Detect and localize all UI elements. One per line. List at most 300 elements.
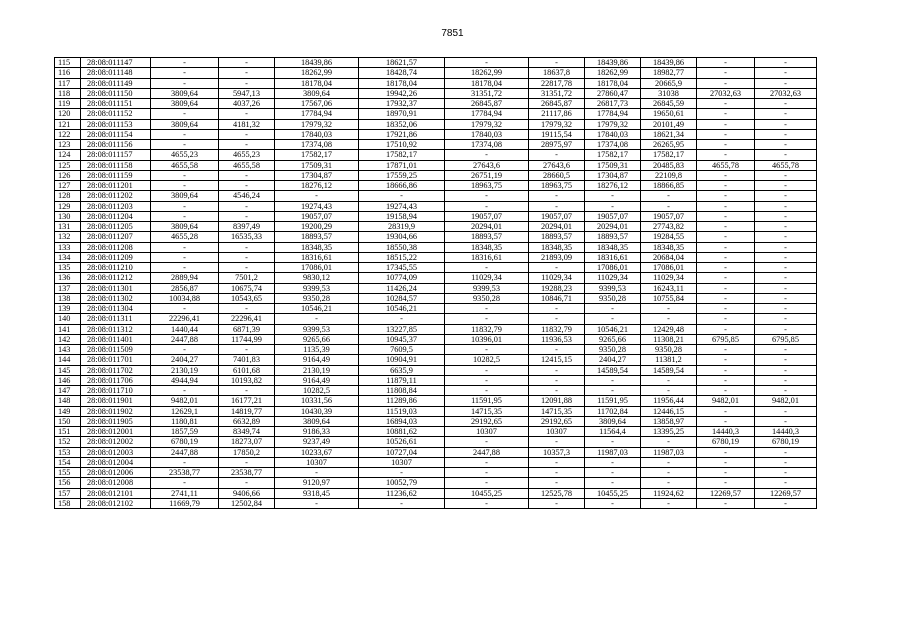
value-cell: 18348,35: [641, 242, 697, 252]
value-cell: 17840,03: [445, 129, 529, 139]
value-cell: 10307: [445, 427, 529, 437]
value-cell: -: [445, 468, 529, 478]
value-cell: 19650,61: [641, 109, 697, 119]
value-cell: 19057,07: [641, 211, 697, 221]
value-cell: -: [585, 457, 641, 467]
value-cell: -: [445, 498, 529, 508]
value-cell: 27643,6: [445, 160, 529, 170]
value-cell: -: [585, 386, 641, 396]
value-cell: 18316,61: [585, 252, 641, 262]
value-cell: 10543,65: [219, 293, 275, 303]
value-cell: -: [219, 386, 275, 396]
value-cell: 20665,9: [641, 78, 697, 88]
value-cell: -: [755, 78, 817, 88]
row-number-cell: 124: [55, 150, 81, 160]
value-cell: 4546,24: [219, 191, 275, 201]
value-cell: 22109,8: [641, 170, 697, 180]
table-row: [55, 447, 817, 457]
value-cell: 17784,94: [585, 109, 641, 119]
value-cell: -: [359, 468, 445, 478]
row-number-cell: 130: [55, 211, 81, 221]
value-cell: 18963,75: [529, 181, 585, 191]
value-cell: 16894,03: [359, 416, 445, 426]
value-cell: -: [359, 191, 445, 201]
value-cell: 17979,32: [529, 119, 585, 129]
value-cell: -: [529, 191, 585, 201]
value-cell: -: [697, 324, 755, 334]
value-cell: 17510,92: [359, 140, 445, 150]
value-cell: -: [697, 191, 755, 201]
table-row: [55, 150, 817, 160]
value-cell: -: [219, 68, 275, 78]
value-cell: 18262,99: [275, 68, 359, 78]
value-cell: 18348,35: [445, 242, 529, 252]
value-cell: -: [275, 191, 359, 201]
value-cell: -: [151, 140, 219, 150]
value-cell: -: [585, 314, 641, 324]
value-cell: 17374,08: [585, 140, 641, 150]
table-row: [55, 140, 817, 150]
value-cell: 19288,23: [529, 283, 585, 293]
table-row: [55, 222, 817, 232]
value-cell: -: [359, 314, 445, 324]
value-cell: 27032,63: [697, 88, 755, 98]
value-cell: -: [755, 252, 817, 262]
table-row: [55, 293, 817, 303]
value-cell: 18637,8: [529, 68, 585, 78]
value-cell: -: [151, 211, 219, 221]
table-row: [55, 468, 817, 478]
value-cell: 14440,3: [755, 427, 817, 437]
value-cell: 11956,44: [641, 396, 697, 406]
value-cell: 17374,08: [275, 140, 359, 150]
value-cell: -: [529, 386, 585, 396]
value-cell: -: [697, 457, 755, 467]
value-cell: -: [755, 324, 817, 334]
value-cell: 18348,35: [275, 242, 359, 252]
value-cell: 2130,19: [275, 365, 359, 375]
row-number-cell: 115: [55, 58, 81, 68]
value-cell: 10455,25: [585, 488, 641, 498]
cadastral-code-cell: 28:08:012006: [81, 468, 151, 478]
value-cell: 31038: [641, 88, 697, 98]
row-number-cell: 120: [55, 109, 81, 119]
value-cell: 10455,25: [445, 488, 529, 498]
cadastral-code-cell: 28:08:011207: [81, 232, 151, 242]
value-cell: -: [641, 191, 697, 201]
value-cell: 10396,01: [445, 334, 529, 344]
value-cell: -: [151, 181, 219, 191]
value-cell: -: [755, 109, 817, 119]
value-cell: 11289,86: [359, 396, 445, 406]
page-number: 7851: [441, 28, 464, 39]
value-cell: -: [151, 386, 219, 396]
value-cell: 10307: [275, 457, 359, 467]
value-cell: 27860,47: [585, 88, 641, 98]
value-cell: 7501,2: [219, 273, 275, 283]
value-cell: 18428,74: [359, 68, 445, 78]
value-cell: -: [529, 457, 585, 467]
value-cell: 18982,77: [641, 68, 697, 78]
value-cell: -: [755, 457, 817, 467]
value-cell: -: [697, 129, 755, 139]
value-cell: 4655,28: [151, 232, 219, 242]
value-cell: 11832,79: [529, 324, 585, 334]
row-number-cell: 126: [55, 170, 81, 180]
value-cell: -: [585, 478, 641, 488]
value-cell: 9406,66: [219, 488, 275, 498]
table-row: [55, 478, 817, 488]
value-cell: 11702,84: [585, 406, 641, 416]
value-cell: 10284,57: [359, 293, 445, 303]
table-row: [55, 437, 817, 447]
value-cell: 18276,12: [275, 181, 359, 191]
value-cell: 18666,86: [359, 181, 445, 191]
value-cell: -: [529, 345, 585, 355]
value-cell: 18262,99: [445, 68, 529, 78]
value-cell: -: [151, 242, 219, 252]
value-cell: 12446,15: [641, 406, 697, 416]
table-row: [55, 78, 817, 88]
value-cell: 10675,74: [219, 283, 275, 293]
value-cell: -: [641, 386, 697, 396]
table-row: [55, 375, 817, 385]
value-cell: 22296,41: [219, 314, 275, 324]
cadastral-code-cell: 28:08:011203: [81, 201, 151, 211]
table-row: [55, 345, 817, 355]
value-cell: -: [585, 498, 641, 508]
cadastral-code-cell: 28:08:011204: [81, 211, 151, 221]
value-cell: 10282,5: [445, 355, 529, 365]
value-cell: 10307: [359, 457, 445, 467]
table-row: [55, 416, 817, 426]
table-row: [55, 232, 817, 242]
value-cell: -: [445, 386, 529, 396]
value-cell: -: [697, 170, 755, 180]
row-number-cell: 140: [55, 314, 81, 324]
cadastral-code-cell: 28:08:012002: [81, 437, 151, 447]
table-row: [55, 324, 817, 334]
value-cell: -: [755, 375, 817, 385]
value-cell: 10755,84: [641, 293, 697, 303]
value-cell: -: [529, 498, 585, 508]
value-cell: 14440,3: [697, 427, 755, 437]
table-row: [55, 211, 817, 221]
value-cell: -: [151, 304, 219, 314]
value-cell: 1180,81: [151, 416, 219, 426]
value-cell: 4655,58: [219, 160, 275, 170]
value-cell: 4655,78: [755, 160, 817, 170]
table-row: [55, 68, 817, 78]
value-cell: 20294,01: [445, 222, 529, 232]
table-row: [55, 88, 817, 98]
value-cell: 3809,64: [275, 88, 359, 98]
data-table: [54, 57, 817, 509]
value-cell: -: [697, 386, 755, 396]
row-number-cell: 147: [55, 386, 81, 396]
value-cell: -: [585, 468, 641, 478]
value-cell: -: [219, 263, 275, 273]
value-cell: 17567,06: [275, 99, 359, 109]
value-cell: -: [697, 468, 755, 478]
value-cell: -: [697, 345, 755, 355]
value-cell: -: [697, 447, 755, 457]
value-cell: 3809,64: [275, 416, 359, 426]
value-cell: -: [529, 263, 585, 273]
cadastral-code-cell: 28:08:011202: [81, 191, 151, 201]
value-cell: 9482,01: [151, 396, 219, 406]
value-cell: -: [755, 406, 817, 416]
value-cell: 11591,95: [585, 396, 641, 406]
row-number-cell: 148: [55, 396, 81, 406]
table-row: [55, 457, 817, 467]
row-number-cell: 121: [55, 119, 81, 129]
value-cell: 18352,06: [359, 119, 445, 129]
value-cell: -: [641, 478, 697, 488]
value-cell: 17979,32: [275, 119, 359, 129]
row-number-cell: 155: [55, 468, 81, 478]
value-cell: 17840,03: [585, 129, 641, 139]
value-cell: -: [585, 191, 641, 201]
cadastral-code-cell: 28:08:011212: [81, 273, 151, 283]
value-cell: -: [151, 457, 219, 467]
value-cell: -: [755, 99, 817, 109]
value-cell: 2130,19: [151, 365, 219, 375]
value-cell: 6101,68: [219, 365, 275, 375]
value-cell: 18439,86: [585, 58, 641, 68]
value-cell: -: [219, 211, 275, 221]
table-row: [55, 355, 817, 365]
value-cell: 19057,07: [585, 211, 641, 221]
value-cell: -: [755, 242, 817, 252]
value-cell: 27743,82: [641, 222, 697, 232]
value-cell: 17345,55: [359, 263, 445, 273]
value-cell: 9265,66: [275, 334, 359, 344]
value-cell: -: [697, 304, 755, 314]
value-cell: 28660,5: [529, 170, 585, 180]
value-cell: 9350,28: [585, 293, 641, 303]
value-cell: 2404,27: [151, 355, 219, 365]
value-cell: 10881,62: [359, 427, 445, 437]
table-row: [55, 273, 817, 283]
value-cell: 11519,03: [359, 406, 445, 416]
value-cell: -: [755, 263, 817, 273]
value-cell: -: [755, 119, 817, 129]
row-number-cell: 129: [55, 201, 81, 211]
value-cell: -: [151, 109, 219, 119]
value-cell: -: [529, 365, 585, 375]
value-cell: 11987,03: [641, 447, 697, 457]
value-cell: -: [755, 478, 817, 488]
value-cell: 9482,01: [697, 396, 755, 406]
value-cell: 10945,37: [359, 334, 445, 344]
value-cell: -: [151, 345, 219, 355]
row-number-cell: 154: [55, 457, 81, 467]
table-row: [55, 58, 817, 68]
value-cell: -: [219, 140, 275, 150]
value-cell: 10193,82: [219, 375, 275, 385]
value-cell: 5947,13: [219, 88, 275, 98]
value-cell: 26845,59: [641, 99, 697, 109]
value-cell: 6780,19: [151, 437, 219, 447]
value-cell: -: [755, 314, 817, 324]
value-cell: 18621,57: [359, 58, 445, 68]
table-row: [55, 119, 817, 129]
value-cell: -: [529, 437, 585, 447]
cadastral-code-cell: 28:08:011153: [81, 119, 151, 129]
value-cell: -: [697, 181, 755, 191]
value-cell: 12269,57: [755, 488, 817, 498]
cadastral-code-cell: 28:08:011151: [81, 99, 151, 109]
table-row: [55, 283, 817, 293]
value-cell: 27032,63: [755, 88, 817, 98]
value-cell: 17374,08: [445, 140, 529, 150]
value-cell: 20294,01: [585, 222, 641, 232]
value-cell: -: [219, 58, 275, 68]
value-cell: 10052,79: [359, 478, 445, 488]
cadastral-code-cell: 28:08:012102: [81, 498, 151, 508]
value-cell: 19158,94: [359, 211, 445, 221]
value-cell: -: [755, 140, 817, 150]
value-cell: 18963,75: [445, 181, 529, 191]
value-cell: -: [697, 222, 755, 232]
value-cell: 2404,27: [585, 355, 641, 365]
row-number-cell: 144: [55, 355, 81, 365]
table-row: [55, 488, 817, 498]
row-number-cell: 117: [55, 78, 81, 88]
cadastral-code-cell: 28:08:011148: [81, 68, 151, 78]
value-cell: 20485,83: [641, 160, 697, 170]
value-cell: -: [697, 406, 755, 416]
value-cell: 11744,99: [219, 334, 275, 344]
row-number-cell: 156: [55, 478, 81, 488]
value-cell: -: [219, 457, 275, 467]
value-cell: 11936,53: [529, 334, 585, 344]
value-cell: 14589,54: [641, 365, 697, 375]
value-cell: 29192,65: [445, 416, 529, 426]
value-cell: -: [641, 437, 697, 447]
value-cell: 9399,53: [275, 283, 359, 293]
value-cell: -: [445, 375, 529, 385]
value-cell: -: [585, 437, 641, 447]
value-cell: 11832,79: [445, 324, 529, 334]
value-cell: -: [697, 201, 755, 211]
value-cell: -: [219, 252, 275, 262]
value-cell: -: [697, 58, 755, 68]
value-cell: 16535,33: [219, 232, 275, 242]
value-cell: -: [755, 283, 817, 293]
value-cell: -: [755, 181, 817, 191]
value-cell: 6795,85: [755, 334, 817, 344]
value-cell: 9186,33: [275, 427, 359, 437]
value-cell: 17086,01: [585, 263, 641, 273]
value-cell: 18178,04: [359, 78, 445, 88]
value-cell: -: [219, 201, 275, 211]
value-cell: -: [529, 468, 585, 478]
value-cell: 7609,5: [359, 345, 445, 355]
value-cell: -: [697, 140, 755, 150]
value-cell: 19057,07: [275, 211, 359, 221]
value-cell: 11029,34: [529, 273, 585, 283]
value-cell: -: [697, 232, 755, 242]
cadastral-code-cell: 28:08:011701: [81, 355, 151, 365]
value-cell: -: [219, 129, 275, 139]
value-cell: 18439,86: [275, 58, 359, 68]
value-cell: 18893,57: [275, 232, 359, 242]
value-cell: 26265,95: [641, 140, 697, 150]
value-cell: 17850,2: [219, 447, 275, 457]
value-cell: 9164,49: [275, 355, 359, 365]
value-cell: 10774,09: [359, 273, 445, 283]
value-cell: 10034,88: [151, 293, 219, 303]
value-cell: 9350,28: [445, 293, 529, 303]
value-cell: -: [641, 201, 697, 211]
value-cell: 2447,88: [151, 334, 219, 344]
cadastral-code-cell: 28:08:011150: [81, 88, 151, 98]
value-cell: -: [641, 468, 697, 478]
value-cell: -: [151, 68, 219, 78]
value-cell: 13395,25: [641, 427, 697, 437]
value-cell: 12415,15: [529, 355, 585, 365]
value-cell: -: [529, 375, 585, 385]
row-number-cell: 152: [55, 437, 81, 447]
value-cell: 14589,54: [585, 365, 641, 375]
value-cell: 19200,29: [275, 222, 359, 232]
table-row: [55, 160, 817, 170]
value-cell: -: [697, 242, 755, 252]
value-cell: 10282,5: [275, 386, 359, 396]
cadastral-code-cell: 28:08:011208: [81, 242, 151, 252]
value-cell: 9350,28: [585, 345, 641, 355]
value-cell: 8349,74: [219, 427, 275, 437]
value-cell: 18893,57: [529, 232, 585, 242]
value-cell: -: [755, 222, 817, 232]
cadastral-code-cell: 28:08:011154: [81, 129, 151, 139]
value-cell: 4655,23: [151, 150, 219, 160]
value-cell: 10846,71: [529, 293, 585, 303]
value-cell: 2447,88: [445, 447, 529, 457]
value-cell: -: [151, 201, 219, 211]
value-cell: -: [697, 263, 755, 273]
value-cell: -: [641, 314, 697, 324]
value-cell: 26845,87: [529, 99, 585, 109]
cadastral-code-cell: 28:08:011401: [81, 334, 151, 344]
value-cell: -: [755, 232, 817, 242]
value-cell: -: [445, 263, 529, 273]
value-cell: 4655,58: [151, 160, 219, 170]
value-cell: 18348,35: [585, 242, 641, 252]
value-cell: -: [445, 365, 529, 375]
table-row: [55, 170, 817, 180]
cadastral-code-cell: 28:08:011702: [81, 365, 151, 375]
value-cell: -: [755, 498, 817, 508]
row-number-cell: 119: [55, 99, 81, 109]
table-row: [55, 263, 817, 273]
value-cell: 14819,77: [219, 406, 275, 416]
value-cell: -: [641, 457, 697, 467]
value-cell: 18866,85: [641, 181, 697, 191]
value-cell: -: [697, 99, 755, 109]
value-cell: 26751,19: [445, 170, 529, 180]
value-cell: -: [755, 304, 817, 314]
value-cell: 18439,86: [641, 58, 697, 68]
value-cell: 11879,11: [359, 375, 445, 385]
row-number-cell: 150: [55, 416, 81, 426]
value-cell: -: [755, 447, 817, 457]
value-cell: -: [697, 314, 755, 324]
cadastral-code-cell: 28:08:011710: [81, 386, 151, 396]
value-cell: 7401,83: [219, 355, 275, 365]
